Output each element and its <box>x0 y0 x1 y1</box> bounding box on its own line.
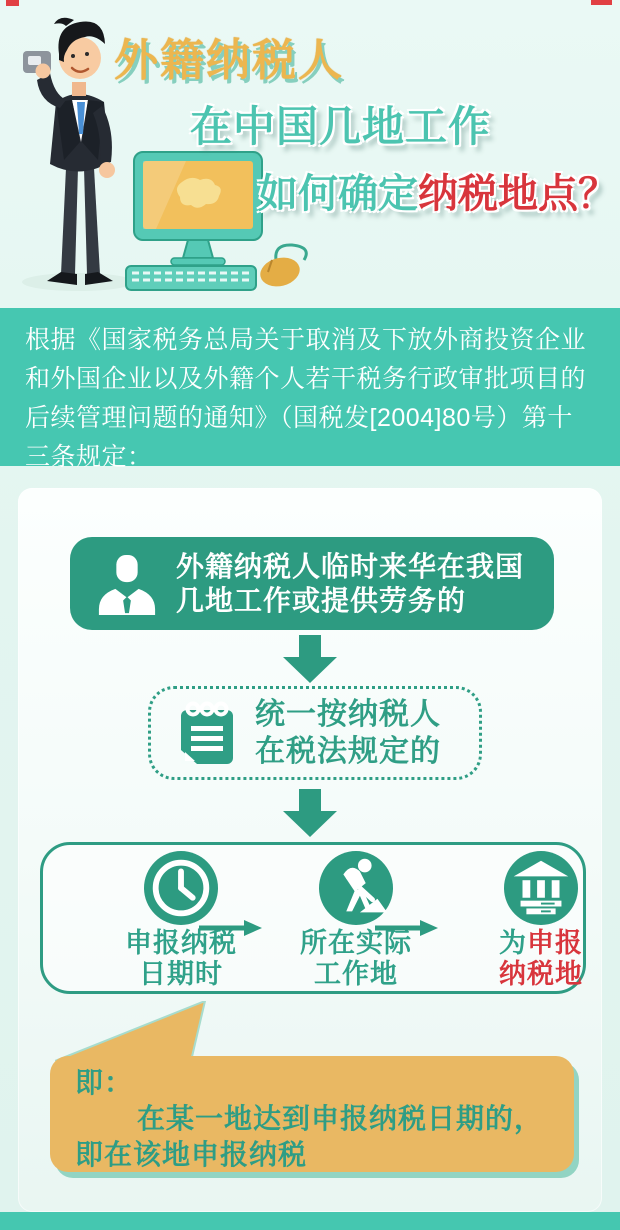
bubble-line: 在某一地达到申报纳税日期的， <box>137 1103 544 1134</box>
flow-node-taxpayer <box>70 537 554 630</box>
flow-node-rule <box>148 686 482 780</box>
title-line-3 <box>258 162 618 219</box>
step-work-place-label: 所在实际 工作地 <box>300 928 412 989</box>
top-left-red-mark <box>6 0 19 6</box>
intro-line: 根据《国家税务总局关于取消及下放外商投资企业 <box>25 326 587 354</box>
title-line-3-highlight: 纳税地点？ <box>418 172 618 216</box>
bubble-line: 即： <box>75 1067 134 1098</box>
right-arrow-icon <box>197 918 263 938</box>
bank-icon <box>504 851 578 925</box>
worker-icon <box>319 851 393 925</box>
top-right-red-mark <box>591 0 612 5</box>
clock-icon <box>144 851 218 925</box>
notepad-icon <box>179 700 235 766</box>
mouse-graphic <box>257 254 303 291</box>
intro-line: 和外国企业以及外籍个人若干税务行政审批项目的 <box>25 365 587 393</box>
step-declare-date-label: 申报纳税 日期时 <box>125 928 237 989</box>
conclusion-bubble <box>50 1056 574 1172</box>
title-line-2: 在中国几地工作 <box>190 103 492 150</box>
down-arrow-icon <box>283 635 337 683</box>
right-arrow-icon <box>373 918 439 938</box>
title-line-1: 外籍纳税人 <box>114 36 344 85</box>
step-tax-place <box>481 851 601 990</box>
bottom-bar <box>0 1212 620 1230</box>
down-arrow-icon <box>283 789 337 837</box>
flow-result-box <box>40 842 586 994</box>
regulation-intro-band <box>0 308 620 471</box>
flow-node-taxpayer-label: 外籍纳税人临时来华在我国 几地工作或提供劳务的 <box>176 550 525 616</box>
intro-line: 后续管理问题的通知》（国税发[2004]80号）第十 <box>25 404 573 432</box>
flow-node-rule-label: 统一按纳税人 在税法规定的 <box>255 698 441 768</box>
person-icon <box>96 553 158 615</box>
bubble-tail <box>55 1001 215 1061</box>
intro-line: 三条规定： <box>25 443 153 471</box>
title-line-3-prefix: 如何确定 <box>258 172 418 216</box>
mouse-cable-graphic <box>276 245 306 260</box>
step-tax-place-label: 为申报 纳税地 <box>499 928 583 989</box>
bubble-line: 即在该地申报纳税 <box>75 1139 308 1170</box>
